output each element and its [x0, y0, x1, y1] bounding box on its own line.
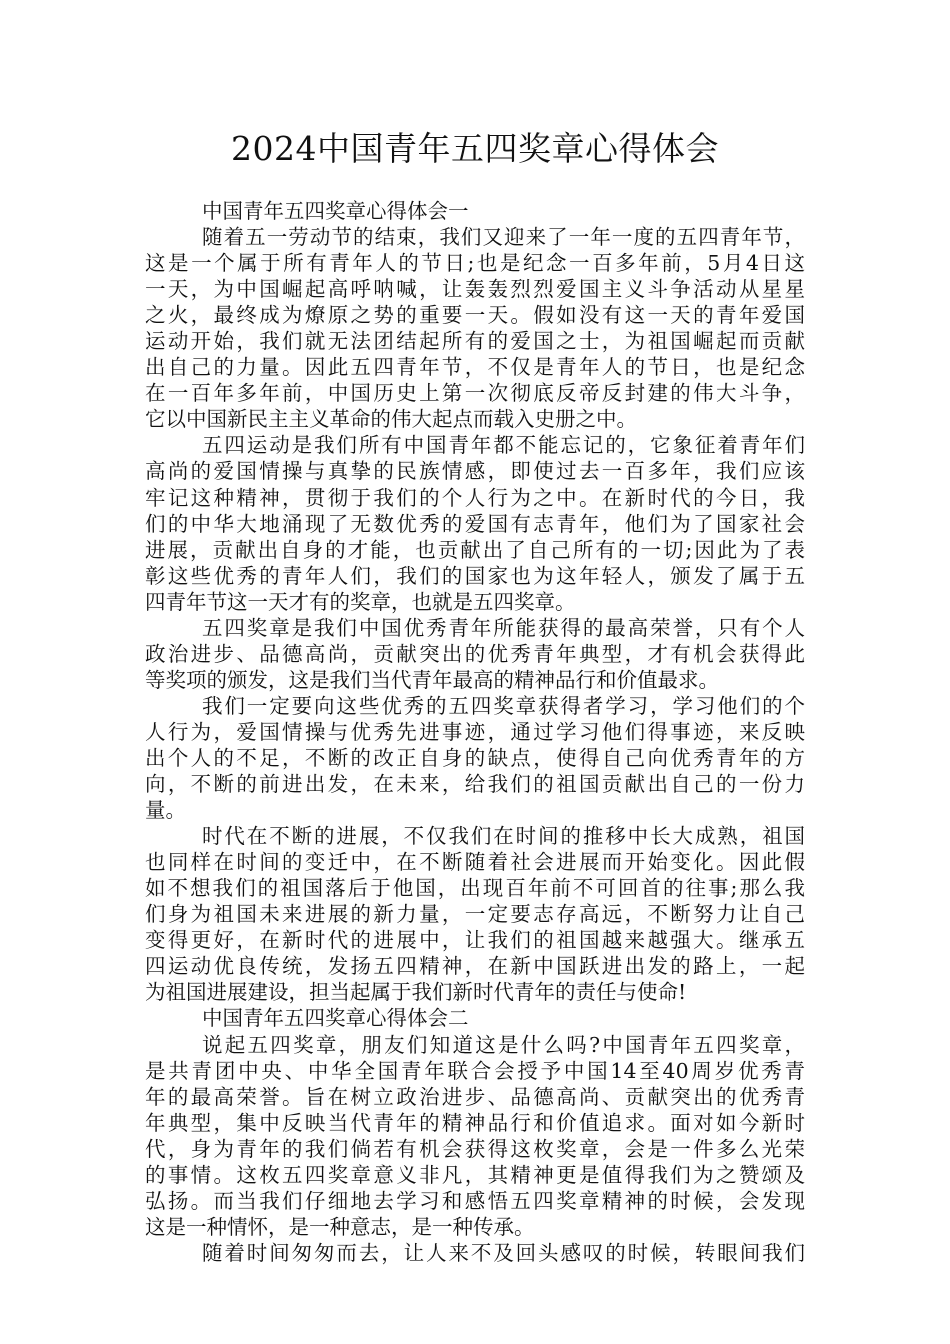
text-line: 高尚的爱国情操与真挚的民族情感，即使过去一百多年，我们应该	[145, 459, 805, 484]
text-line: 是共青团中央、中华全国青年联合会授予中国14至40周岁优秀青	[145, 1058, 805, 1083]
text-line: 随着时间匆匆而去，让人来不及回头感叹的时候，转眼间我们	[202, 1240, 805, 1265]
text-line: 说起五四奖章，朋友们知道这是什么吗?中国青年五四奖章，	[202, 1032, 805, 1057]
text-line: 四青年节这一天才有的奖章，也就是五四奖章。	[145, 589, 576, 614]
text-line: 为祖国进展建设，担当起属于我们新时代青年的责任与使命!	[145, 980, 687, 1005]
text-line: 我们一定要向这些优秀的五四奖章获得者学习，学习他们的个	[202, 693, 805, 718]
text-line: 们身为祖国未来进展的新力量，一定要志存高远，不断努力让自己	[145, 902, 805, 927]
section-heading: 中国青年五四奖章心得体会一	[202, 199, 469, 223]
text-line: 们的中华大地涌现了无数优秀的爱国有志青年，他们为了国家社会	[145, 511, 805, 536]
text-line: 人行为，爱国情操与优秀先进事迹，通过学习他们得事迹，来反映	[145, 719, 805, 744]
document-body	[145, 198, 805, 1266]
text-line: 随着五一劳动节的结束，我们又迎来了一年一度的五四青年节，	[202, 225, 805, 250]
text-line: 等奖项的颁发，这是我们当代青年最高的精神品行和价值最求。	[145, 667, 719, 692]
text-line: 牢记这种精神，贯彻于我们的个人行为之中。在新时代的今日，我	[145, 485, 805, 510]
section-heading: 中国青年五四奖章心得体会二	[202, 1006, 469, 1031]
text-line: 如不想我们的祖国落后于他国，出现百年前不可回首的往事;那么我	[145, 876, 805, 901]
text-line: 年的最高荣誉。旨在树立政治进步、品德高尚、贡献突出的优秀青	[145, 1084, 805, 1109]
text-line: 五四奖章是我们中国优秀青年所能获得的最高荣誉，只有个人	[202, 615, 805, 640]
text-line: 变得更好，在新时代的进展中，让我们的祖国越来越强大。继承五	[145, 928, 805, 953]
document-title: 2024中国青年五四奖章心得体会	[231, 129, 719, 168]
text-line: 五四运动是我们所有中国青年都不能忘记的，它象征着青年们	[202, 433, 805, 458]
text-line: 时代在不断的进展，不仅我们在时间的推移中长大成熟，祖国	[202, 824, 805, 849]
text-line: 这是一种情怀，是一种意志，是一种传承。	[145, 1214, 535, 1239]
text-line: 它以中国新民主主义革命的伟大起点而载入史册之中。	[145, 407, 637, 432]
text-line: 一天，为中国崛起高呼呐喊，让轰轰烈烈爱国主义斗争活动从星星	[145, 277, 805, 302]
text-line: 弘扬。而当我们仔细地去学习和感悟五四奖章精神的时候，会发现	[145, 1188, 805, 1213]
text-line: 四运动优良传统，发扬五四精神，在新中国跃进出发的路上，一起	[145, 954, 805, 979]
text-line: 出自己的力量。因此五四青年节，不仅是青年人的节日，也是纪念	[145, 355, 805, 380]
text-line: 彰这些优秀的青年人们，我们的国家也为这年轻人，颁发了属于五	[145, 563, 805, 588]
text-line: 政治进步、品德高尚，贡献突出的优秀青年典型，才有机会获得此	[145, 641, 805, 666]
text-line: 这是一个属于所有青年人的节日;也是纪念一百多年前，5月4日这	[145, 251, 805, 276]
text-line: 代，身为青年的我们倘若有机会获得这枚奖章，会是一件多么光荣	[145, 1136, 805, 1161]
text-line: 运动开始，我们就无法团结起所有的爱国之士，为祖国崛起而贡献	[145, 329, 805, 354]
text-line: 年典型，集中反映当代青年的精神品行和价值追求。面对如今新时	[145, 1110, 805, 1135]
text-line: 的事情。这枚五四奖章意义非凡，其精神更是值得我们为之赞颂及	[145, 1162, 805, 1187]
text-line: 向，不断的前进出发，在未来，给我们的祖国贡献出自己的一份力	[145, 772, 805, 797]
text-line: 量。	[145, 798, 186, 823]
text-line: 之火，最终成为燎原之势的重要一天。假如没有这一天的青年爱国	[145, 303, 805, 328]
text-line: 出个人的不足，不断的改正自身的缺点，使得自己向优秀青年的方	[145, 745, 805, 770]
text-line: 在一百年多年前，中国历史上第一次彻底反帝反封建的伟大斗争，	[145, 381, 805, 406]
text-line: 也同样在时间的变迁中，在不断随着社会进展而开始变化。因此假	[145, 850, 805, 875]
text-line: 进展，贡献出自身的才能，也贡献出了自己所有的一切;因此为了表	[145, 537, 805, 562]
